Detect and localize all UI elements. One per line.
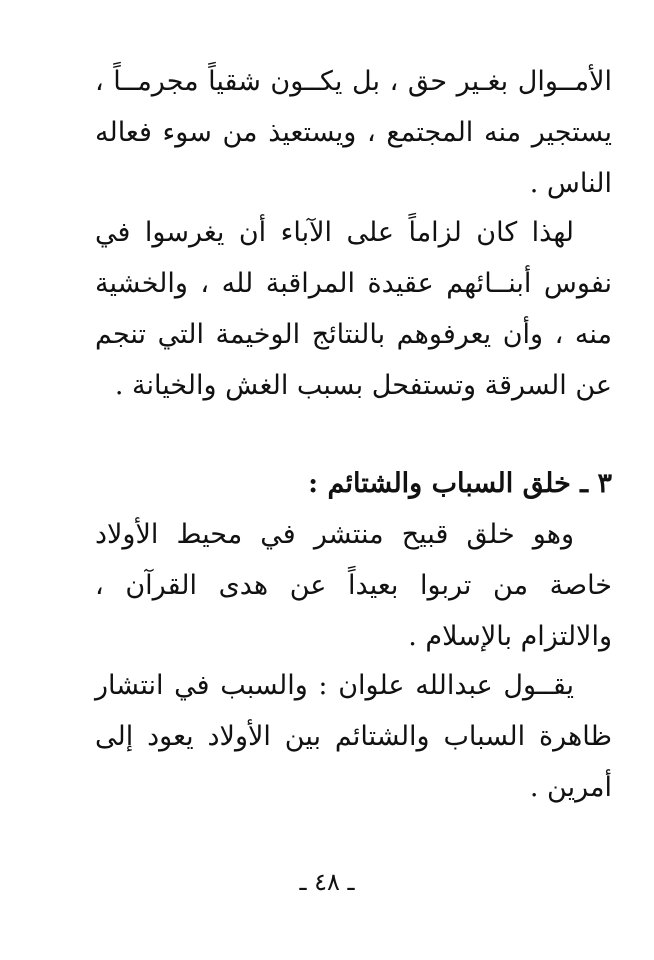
- page-number: ـ ٤٨ ـ: [299, 868, 355, 896]
- paragraph-quote-alwan: يقــول عبدالله علوان : والسبب في انتشار ظاهرة السباب والشتائم بين الأولاد يعود إلى أمرين .: [95, 670, 612, 803]
- paragraph-continuation: الأمــوال بغـير حق ، بل يكــون شقياً مجرمــاً ، يستجير منه المجتمع ، ويستعيذ من سوء فعاله الناس .: [95, 66, 612, 199]
- paragraph-parents-duty: لهذا كان لزاماً على الآباء أن يغرسوا في نفوس أبنــائهم عقيدة المراقبة لله ، والخشية منه ، وأن يعرفوهم بالنتائج الوخيمة التي تنجم عن السرقة وتستفحل بسبب الغش والخيانة .: [95, 217, 612, 401]
- section-heading: ٣ ـ خلق السباب والشتائم :: [308, 468, 612, 499]
- paragraph-insult-habit: وهو خلق قبيح منتشر في محيط الأولاد خاصة من تربوا بعيداً عن هدى القرآن ، والالتزام بالإسلام .: [95, 519, 612, 652]
